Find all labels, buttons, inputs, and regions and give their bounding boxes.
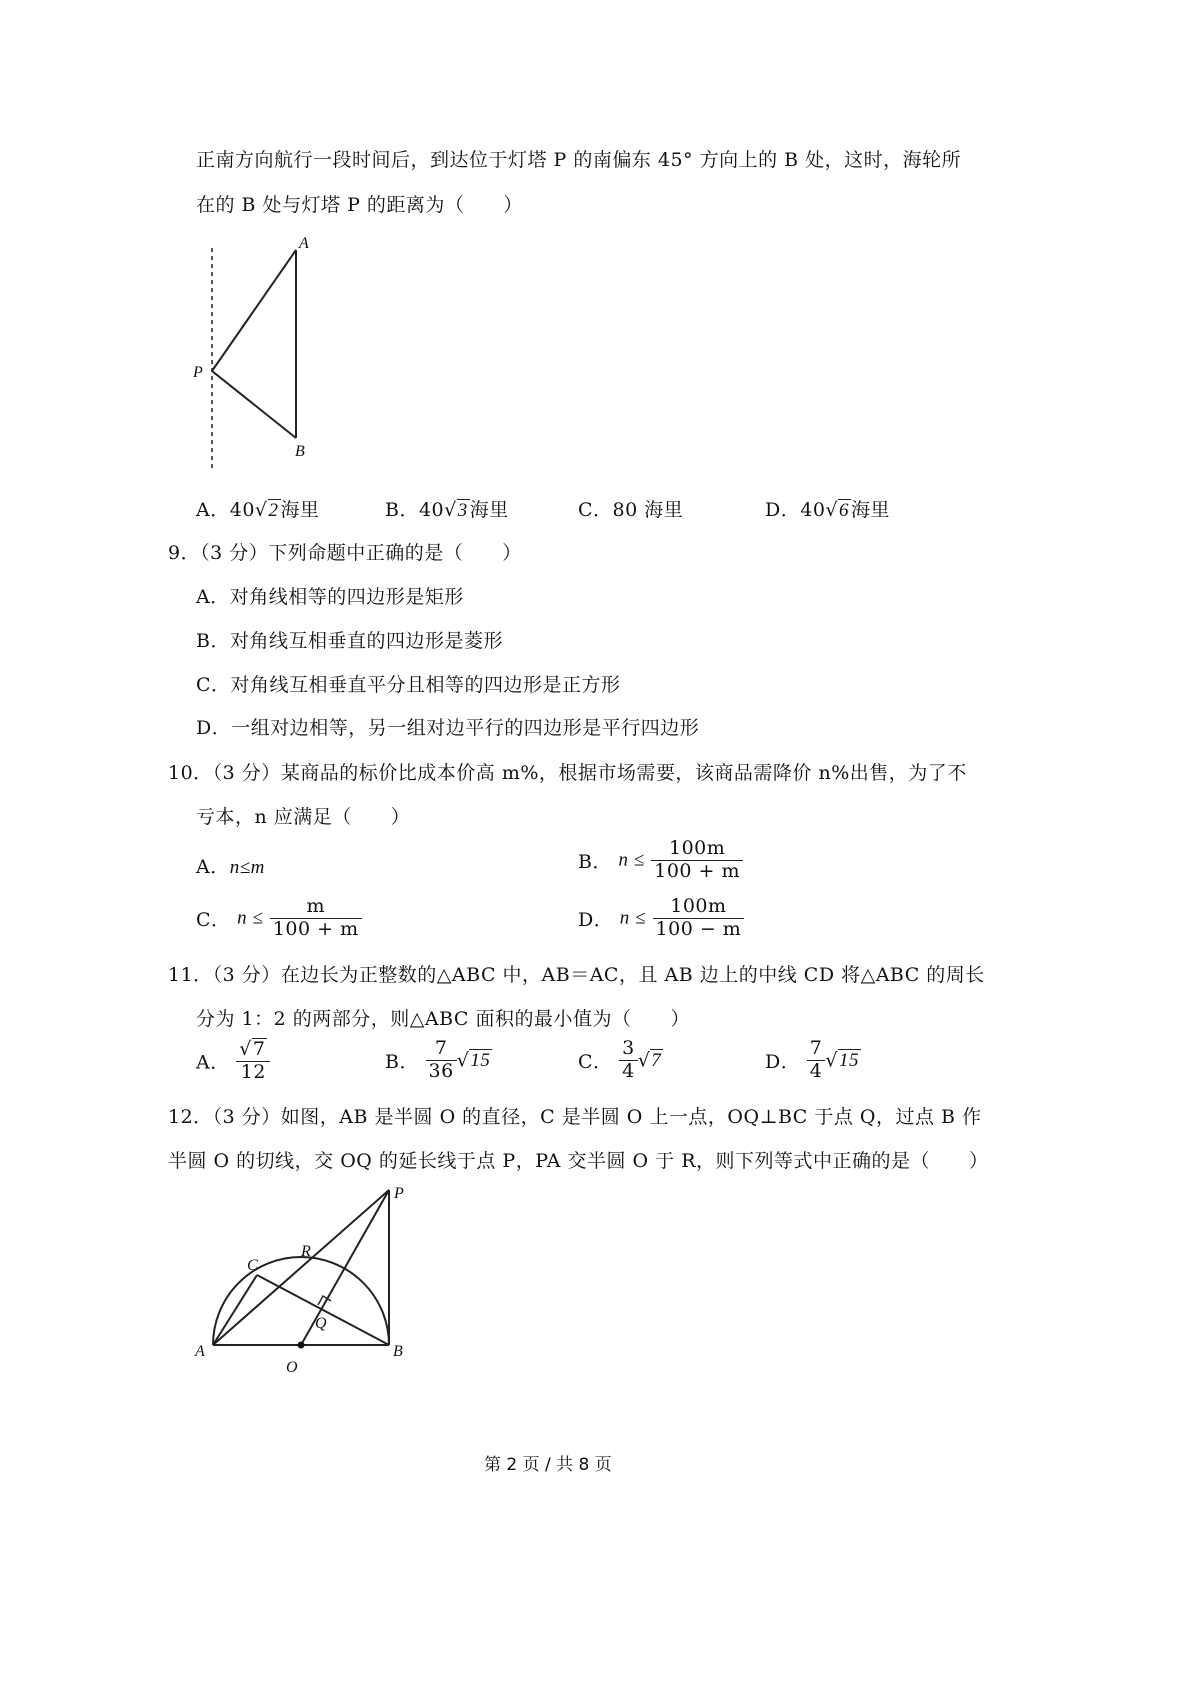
- q8-label-b: B: [295, 443, 305, 460]
- q11-stem-line2: 分为 1：2 的两部分，则△ABC 面积的最小值为（ ）: [196, 1008, 690, 1030]
- q10-stem-line1: 10．（3 分）某商品的标价比成本价高 m%，根据市场需要，该商品需降价 n%出售，为了不: [168, 762, 967, 784]
- q9-option-b: B．对角线互相垂直的四边形是菱形: [196, 630, 503, 652]
- q10-option-b: B． n ≤ $\frac{100m}{100 + m}$: [578, 838, 743, 883]
- q12-segment-cb: [257, 1275, 389, 1345]
- q10-stem-line2: 亏本，n 应满足（ ）: [196, 806, 411, 828]
- q12-label-r: R: [301, 1243, 311, 1260]
- q8-label-p: P: [193, 364, 203, 381]
- q10-option-c: C． n ≤ $\frac{m}{100 + m}$: [196, 896, 362, 941]
- q8-option-d: D．40√6 海里: [765, 499, 891, 521]
- q8-stem-line2: 在的 B 处与灯塔 P 的距离为（ ）: [196, 194, 523, 216]
- q12-figure: [185, 1180, 425, 1390]
- q11-stem-line1: 11．（3 分）在边长为正整数的△ABC 中，AB＝AC，且 AB 边上的中线 CD 将△ABC 的周长: [168, 964, 985, 986]
- q8-option-b: B．40√3 海里: [385, 499, 509, 521]
- q11-option-c-fraction: $\frac{3}{4}$: [619, 1038, 638, 1083]
- q9-option-d: D．一组对边相等，另一组对边平行的四边形是平行四边形: [196, 717, 700, 739]
- q8-segment-pb: [212, 371, 296, 438]
- q11-option-b: B． $\frac{7}{36}$ √15: [385, 1037, 491, 1082]
- page-number-footer: 第 2 页 / 共 8 页: [484, 1455, 612, 1475]
- q8-label-a: A: [299, 235, 309, 252]
- q12-stem-line1: 12．（3 分）如图，AB 是半圆 O 的直径，C 是半圆 O 上一点，OQ⊥BC 于点 Q，过点 B 作: [168, 1106, 982, 1128]
- q8-option-a: A．40√2 海里: [196, 499, 320, 521]
- q8-figure: [185, 228, 335, 478]
- q12-label-a: A: [195, 1343, 205, 1360]
- q12-label-c: C: [247, 1257, 258, 1274]
- q8-option-c: C．80 海里: [578, 499, 684, 521]
- q11-option-d-fraction: $\frac{7}{4}$: [807, 1038, 826, 1083]
- q12-segment-pa: [213, 1190, 389, 1345]
- q10-option-a: A．n≤m: [196, 856, 265, 878]
- q10-option-d: D． n ≤ $\frac{100m}{100 - m}$: [578, 896, 744, 941]
- q12-label-b: B: [393, 1343, 403, 1360]
- q9-option-c: C．对角线互相垂直平分且相等的四边形是正方形: [196, 674, 621, 696]
- q12-label-q: Q: [315, 1315, 327, 1332]
- q8-segment-pa: [212, 250, 296, 371]
- q8-stem-line1: 正南方向航行一段时间后，到达位于灯塔 P 的南偏东 45° 方向上的 B 处，这时，海轮所: [196, 149, 962, 171]
- q12-label-p: P: [394, 1185, 404, 1202]
- q11-option-a: A． $\frac{√7}{12}$: [196, 1038, 270, 1084]
- q11-option-d: D． $\frac{7}{4}$ √15: [765, 1037, 859, 1082]
- q12-label-o: O: [286, 1359, 298, 1376]
- q9-option-a: A．对角线相等的四边形是矩形: [196, 586, 464, 608]
- q10-option-b-fraction: $\frac{100m}{100 + m}$: [651, 838, 743, 883]
- q12-stem-line2: 半圆 O 的切线，交 OQ 的延长线于点 P，PA 交半圆 O 于 R，则下列等式中正确的是（ ）: [168, 1150, 989, 1172]
- q11-option-a-fraction: $\frac{√7}{12}$: [236, 1038, 270, 1084]
- q11-option-c: C． $\frac{3}{4}$ √7: [578, 1037, 662, 1082]
- q12-center-point-o: [298, 1342, 305, 1349]
- q9-stem: 9．（3 分）下列命题中正确的是（ ）: [168, 542, 522, 564]
- q10-option-d-fraction: $\frac{100m}{100 - m}$: [653, 896, 745, 941]
- q11-option-b-fraction: $\frac{7}{36}$: [426, 1038, 457, 1083]
- q10-option-c-fraction: $\frac{m}{100 + m}$: [270, 896, 362, 941]
